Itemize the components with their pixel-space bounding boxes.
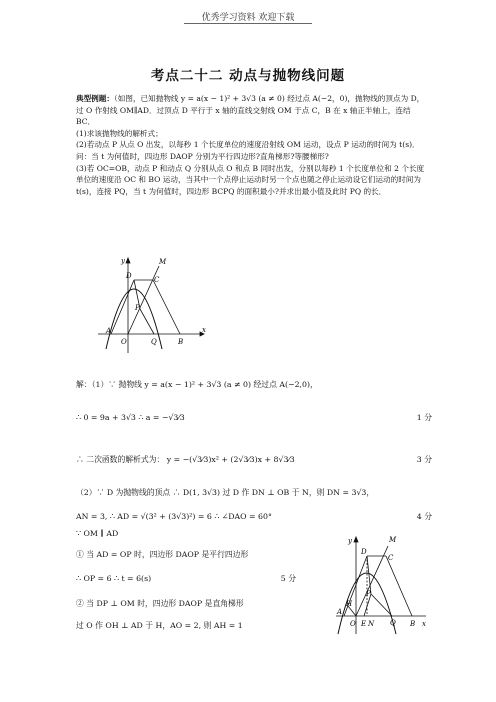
fig2-label-c: C (388, 554, 394, 562)
label-y: y (121, 257, 125, 265)
fig2-label-e: E (361, 620, 367, 628)
solution-line-8-text: ∴ OP = 6 ∴ t = 6(s) (76, 574, 152, 583)
label-m: M (159, 258, 167, 266)
figure-2 (334, 530, 434, 638)
fig2-line-bc (386, 556, 412, 616)
page-title: 考点二十二 动点与抛物线问题 (150, 68, 346, 84)
solution-line-5 (76, 511, 432, 523)
fig2-label-b: B (410, 620, 416, 628)
label-q: Q (151, 338, 157, 346)
score-1: 1 分 (416, 413, 432, 422)
problem-statement (76, 93, 430, 197)
solution-line-3-text: ∴ 二次函数的解析式为： y = −(√3⁄3)x² + (2√3⁄3)x + 8√3⁄3 (76, 455, 295, 464)
solution-line-2-text: ∴ 0 = 9a + 3√3 ∴ a = −√3⁄3 (76, 413, 185, 422)
line-bc (153, 280, 180, 334)
fig2-label-n: N (368, 620, 375, 628)
label-o: O (121, 338, 127, 346)
label-p: P (135, 304, 140, 312)
label-a: A (106, 327, 112, 335)
fig2-label-y: y (348, 537, 352, 545)
fig2-label-x: x (422, 620, 426, 628)
question-1: (1)求该抛物线的解析式； (76, 128, 163, 138)
fig2-label-h: H (346, 600, 353, 608)
label-b: B (178, 338, 184, 346)
fig2-line-pq (371, 594, 392, 616)
score-2: 3 分 (416, 455, 432, 464)
fig2-label-o: O (350, 620, 356, 628)
fig2-label-m: M (389, 536, 397, 544)
solution-line-3 (76, 454, 432, 466)
fig2-label-a: A (337, 608, 343, 616)
score-3: 4 分 (416, 512, 432, 521)
solution-line-8 (76, 573, 296, 585)
fig2-label-q: Q (390, 619, 396, 627)
header-underline (184, 23, 312, 24)
fig2-label-d: D (361, 548, 367, 556)
line-ad (111, 280, 134, 334)
y-axis-arrow (126, 258, 130, 263)
figure-1 (96, 253, 216, 357)
label-c: C (154, 276, 160, 284)
fig2-label-p: P (366, 590, 371, 598)
solution-line-9: ② 当 DP ⊥ OM 时，四边形 DAOP 是直角梯形 (76, 599, 244, 608)
solution-line-6: ∵ OM ∥ AD (76, 529, 119, 538)
score-4: 5 分 (280, 574, 296, 583)
label-d: D (126, 272, 132, 280)
question-3: (3)若 OC=OB，动点 P 和动点 Q 分别从点 O 和点 B 同时出发，分别以每秒 1 个长度单位和 2 个长度单位的速度沿 OC 和 BO 运动，当其中一个点停止运动时另一个点也随之停止运动设它们运动的时间为 t(s)，连接 PQ，当 t 为何值时，四边形 BCPQ 的面积最小?并求出最小值及此时 PQ 的长． (76, 163, 425, 196)
page-header: 优秀学习资料 欢迎下载 (201, 13, 295, 23)
problem-label: 典型例题： (76, 94, 114, 103)
question-2: (2)若动点 P 从点 O 出发，以每秒 1 个长度单位的速度沿射线 OM 运动，设点 P 运动的时间为 t(s)．问：当 t 为何值时，四边形 DAOP 分别为平行四边形?直角梯形?等腰梯形? (76, 140, 420, 161)
solution-line-4: （2）∵ D 为抛物线的顶点 ∴ D(1, 3√3) 过 D 作 DN ⊥ OB 于 N，则 DN = 3√3， (76, 488, 375, 497)
problem-intro: （如图，已知抛物线 y = a(x − 1)² + 3√3 (a ≠ 0) 经过点 A(−2，0)，抛物线的顶点为 D，过 O 作射线 OM∥AD．过顶点 D 平行于 x 轴的直线交射线 OM 于点 C，B 在 x 轴正半轴上，连结 BC． (76, 94, 425, 127)
solution-line-1: 解：（1）∵ 抛物线 y = a(x − 1)² + 3√3 (a ≠ 0) 经过点 A(−2,0)， (76, 380, 318, 389)
fig2-ray-om (356, 546, 388, 616)
solution-line-7: ① 当 AD = OP 时，四边形 DAOP 是平行四边形 (76, 550, 249, 559)
solution-line-5-text: AN = 3, ∴ AD = √(3² + (3√3)²) = 6 ∴ ∠DAO = 60° (76, 512, 272, 521)
solution-line-2 (76, 412, 432, 424)
label-x: x (202, 326, 206, 334)
solution-line-10: 过 O 作 OH ⊥ AD 于 H，AO = 2, 则 AH = 1 (76, 621, 243, 630)
fig2-y-axis-arrow (354, 537, 358, 542)
